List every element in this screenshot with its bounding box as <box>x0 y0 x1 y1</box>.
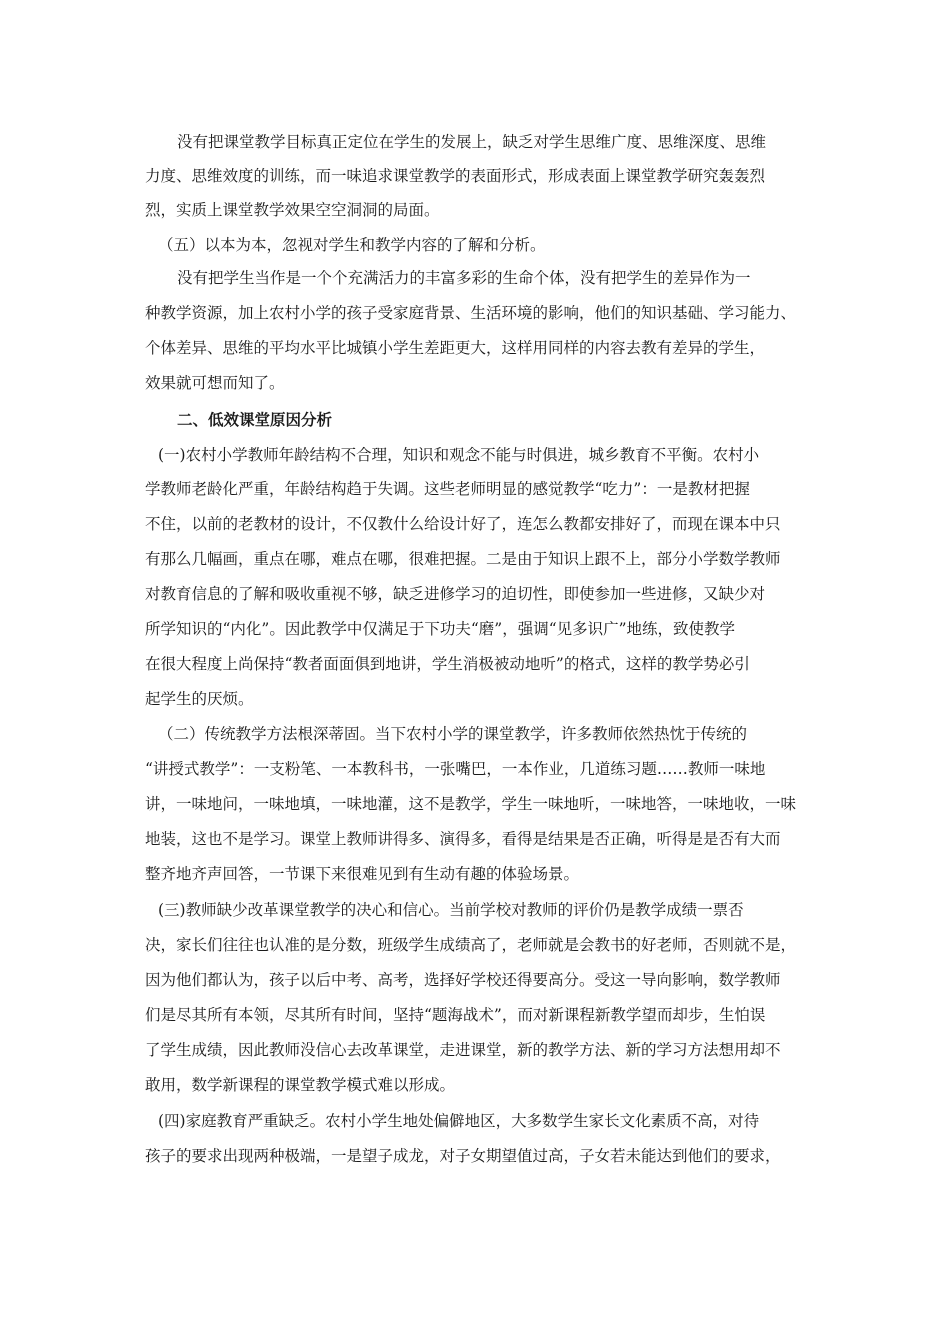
section2-line-5: 整齐地齐声回答，一节课下来很难见到有生动有趣的体验场景。 <box>145 865 580 883</box>
section3-line-3: 因为他们都认为，孩子以后中考、高考，选择好学校还得要高分。受这一导向影响，数学教师 <box>145 971 781 989</box>
section1-line-2: 学教师老龄化严重，年龄结构趋于失调。这些老师明显的感觉教学“吃力”：一是教材把握 <box>145 480 750 498</box>
para2-line-2: 种教学资源，加上农村小学的孩子受家庭背景、生活环境的影响，他们的知识基础、学习能力、 <box>145 304 797 322</box>
section1-line-1: (一)农村小学教师年龄结构不合理，知识和观念不能与时俱进，城乡教育不平衡。农村小 <box>158 446 760 464</box>
section2-line-3: 讲，一味地问，一味地填，一味地灌，这不是教学，学生一味地听，一味地答，一味地收，一味 <box>145 795 797 813</box>
para1-line-1: 没有把课堂教学目标真正定位在学生的发展上，缺乏对学生思维广度、思维深度、思维 <box>177 133 767 151</box>
para2-line-4: 效果就可想而知了。 <box>145 374 285 392</box>
para2-line-1: 没有把学生当作是一个个充满活力的丰富多彩的生命个体，没有把学生的差异作为一 <box>177 269 751 287</box>
item-5: （五）以本为本，忽视对学生和教学内容的了解和分析。 <box>158 236 546 254</box>
section2-line-1: （二）传统教学方法根深蒂固。当下农村小学的课堂教学，许多教师依然热忱于传统的 <box>158 725 748 743</box>
section4-line-1: (四)家庭教育严重缺乏。农村小学生地处偏僻地区，大多数学生家长文化素质不高，对待 <box>158 1112 760 1130</box>
section3-line-4: 们是尽其所有本领，尽其所有时间，坚持“题海战术”，而对新课程新教学望而却步，生怕误 <box>145 1006 766 1024</box>
section3-line-5: 了学生成绩，因此教师没信心去改革课堂，走进课堂，新的教学方法、新的学习方法想用却不 <box>145 1041 781 1059</box>
section1-line-3: 不住，以前的老教材的设计，不仅教什么给设计好了，连怎么教都安排好了，而现在课本中只 <box>145 515 781 533</box>
para1-line-3: 烈，实质上课堂教学效果空空洞洞的局面。 <box>145 201 440 219</box>
section-heading: 二、低效课堂原因分析 <box>177 411 333 429</box>
section1-line-7: 在很大程度上尚保持“教者面面俱到地讲，学生消极被动地听”的格式，这样的教学势必引 <box>145 655 750 673</box>
section2-line-2: “讲授式教学”：一支粉笔、一本教科书，一张嘴巴，一本作业，几道练习题……教师一味地 <box>145 760 766 778</box>
section1-line-5: 对教育信息的了解和吸收重视不够，缺乏进修学习的迫切性，即使参加一些进修，又缺少对 <box>145 585 766 603</box>
section3-line-2: 决，家长们往往也认准的是分数，班级学生成绩高了，老师就是会教书的好老师，否则就不是， <box>145 936 797 954</box>
section1-line-6: 所学知识的“内化”。因此教学中仅满足于下功夫“磨”，强调“见多识广”地练，致使教学 <box>145 620 736 638</box>
para2-line-3: 个体差异、思维的平均水平比城镇小学生差距更大，这样用同样的内容去教有差异的学生， <box>145 339 766 357</box>
section1-line-4: 有那么几幅画，重点在哪，难点在哪，很难把握。二是由于知识上跟不上，部分小学数学教师 <box>145 550 781 568</box>
section4-line-2: 孩子的要求出现两种极端，一是望子成龙，对子女期望值过高，子女若未能达到他们的要求， <box>145 1147 781 1165</box>
para1-line-2: 力度、思维效度的训练，而一味追求课堂教学的表面形式，形成表面上课堂教学研究轰轰烈 <box>145 167 766 185</box>
section2-line-4: 地装，这也不是学习。课堂上教师讲得多、演得多，看得是结果是否正确，听得是是否有大而 <box>145 830 781 848</box>
section3-line-1: (三)教师缺少改革课堂教学的决心和信心。当前学校对教师的评价仍是教学成绩一票否 <box>158 901 744 919</box>
section1-line-8: 起学生的厌烦。 <box>145 690 254 708</box>
section3-line-6: 敢用，数学新课程的课堂教学模式难以形成。 <box>145 1076 456 1094</box>
